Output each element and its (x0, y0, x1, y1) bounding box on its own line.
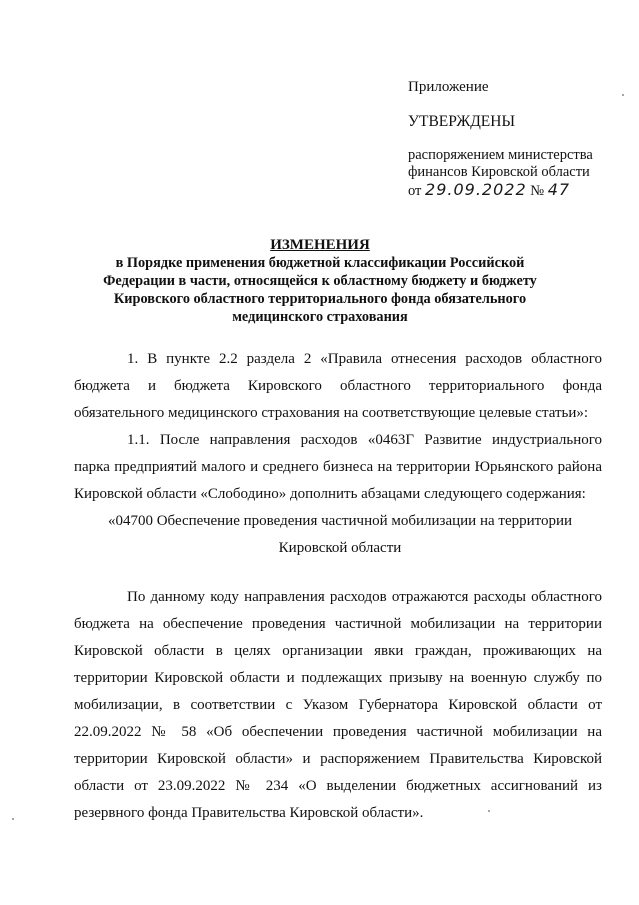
number-sign: № (530, 183, 545, 199)
title-heading: ИЗМЕНЕНИЯ (270, 237, 370, 253)
approved-by-line1: распоряжением министерства (408, 147, 593, 163)
paragraph-1: 1. В пункте 2.2 раздела 2 «Правила отнесения расходов областного бюджета и бюджета Кировского областного территориального фонда обязательного медицинского страхования на соответствующие целевые статьи»: (74, 351, 602, 421)
scan-speck (12, 818, 14, 820)
document-title (80, 236, 560, 326)
code-heading-line2: Кировской области (278, 540, 402, 556)
paragraph-2: 1.1. После направления расходов «0463Г Развитие индустриального парка предприятий малого и среднего бизнеса на территории Юрьянского района Кировской области «Слободино» дополнить абзацами следующего содержания: (74, 432, 602, 502)
handwritten-date: 29.09.2022 (425, 180, 527, 199)
paragraph-3: По данному коду направления расходов отражаются расходы областного бюджета на обеспечение проведения частичной мобилизации на территории Кировской области в целях организации явки граждан, проживающих на территории Кировской области и подлежащих призыву на военную службу по мобилизации, в соответствии с Указом Губернатора Кировской области от 22.09.2022 № 58 «Об обеспечении проведения частичной мобилизации на территории Кировской области» и распоряжением Правительства Кировской области от 23.09.2022 № 234 «О выделении бюджетных ассигнований из резервного фонда Правительства Кировской области». (74, 589, 602, 821)
code-heading (74, 508, 602, 562)
title-subheading: в Порядке применения бюджетной классификации Российской Федерации в части, относящейся к областному бюджету и бюджету Кировского областного территориального фонда обязательного медицинского страхования (103, 255, 537, 325)
from-word: от (408, 183, 422, 199)
approved-by-line2: финансов Кировской области (408, 164, 590, 180)
scan-speck (488, 810, 490, 812)
scan-speck (622, 94, 624, 96)
handwritten-number: 47 (547, 180, 571, 199)
appendix-block (408, 78, 623, 200)
document-body (74, 346, 602, 827)
appendix-label: Приложение (408, 79, 489, 95)
approved-stamp-text: УТВЕРЖДЕНЫ (408, 113, 515, 130)
code-heading-line1: «04700 Обеспечение проведения частичной мобилизации на территории (107, 513, 573, 529)
approval-date-line (408, 181, 623, 200)
